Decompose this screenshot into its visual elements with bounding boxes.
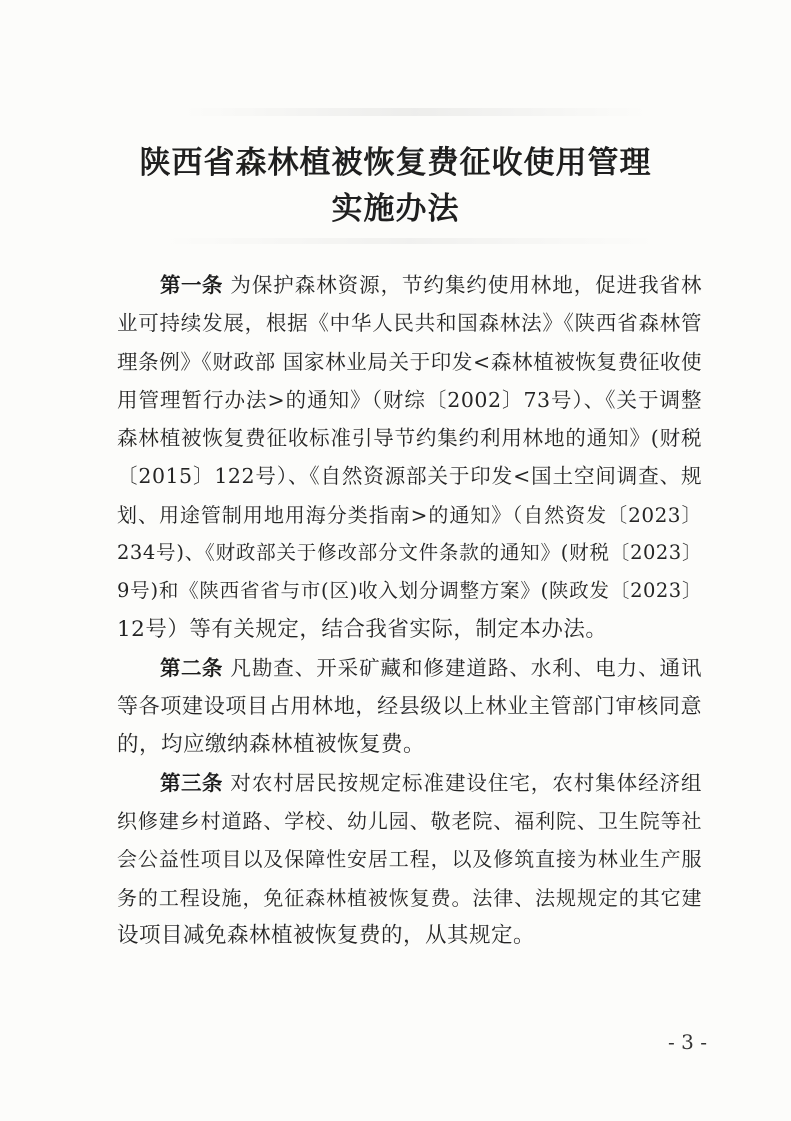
scan-artifact [180, 108, 650, 116]
article-1-line-5: 森林植被恢复费征收标准引导节约集约利用林地的通知》(财税 [117, 426, 702, 451]
page-number: - 3 - [668, 1030, 707, 1054]
article-1-line-10: 12号）等有关规定，结合我省实际，制定本办法。 [117, 616, 608, 642]
article-3-line-2: 织修建乡村道路、学校、幼儿园、敬老院、福利院、卫生院等社 [117, 809, 702, 834]
article-1-line-2: 业可持续发展，根据《中华人民共和国森林法》《陕西省森林管 [117, 311, 702, 336]
article-3-line-3: 会公益性项目以及保障性安居工程，以及修筑直接为林业生产服 [117, 847, 702, 872]
article-1-line-4: 用管理暂行办法>的通知》（财综〔2002〕73号）、《关于调整 [117, 387, 702, 412]
article-3-line-1: 第三条 对农村居民按规定标准建设住宅，农村集体经济组 [160, 770, 703, 795]
document-title-line1: 陕西省森林植被恢复费征收使用管理 [139, 145, 652, 181]
article-1-line-7: 划、用途管制用地用海分类指南>的通知》（自然资发〔2023〕 [117, 502, 702, 527]
article-1-line-1: 第一条 为保护森林资源，节约集约使用林地，促进我省林 [160, 273, 703, 297]
article-1-head: 第一条 [160, 273, 223, 297]
article-2-line-2: 等各项建设项目占用林地，经县级以上林业主管部门审核同意 [117, 694, 702, 719]
article-2-line-1: 第二条 凡勘查、开采矿藏和修建道路、水利、电力、通讯 [160, 655, 703, 680]
article-2-line-3: 的，均应缴纳森林植被恢复费。 [117, 731, 426, 757]
article-1-line-6: 〔2015〕122号）、《自然资源部关于印发<国土空间调查、规 [117, 464, 702, 489]
scan-artifact [160, 238, 660, 244]
article-1-line-9: 9号)和《陕西省省与市(区)收入划分调整方案》(陕政发〔2023〕 [117, 579, 702, 603]
article-1-line-3: 理条例》《财政部 国家林业局关于印发<森林植被恢复费征收使 [117, 349, 702, 374]
article-2-head: 第二条 [160, 655, 223, 680]
article-3-line-4: 务的工程设施，免征森林植被恢复费。法律、法规规定的其它建 [117, 885, 702, 910]
document-title-line2: 实施办法 [331, 191, 460, 227]
article-3-head: 第三条 [160, 770, 223, 795]
article-3-line-5: 设项目减免森林植被恢复费的，从其规定。 [117, 923, 536, 949]
document-body [117, 266, 702, 955]
article-1-line-8: 234号)、《财政部关于修改部分文件条款的通知》(财税〔2023〕 [117, 541, 702, 565]
